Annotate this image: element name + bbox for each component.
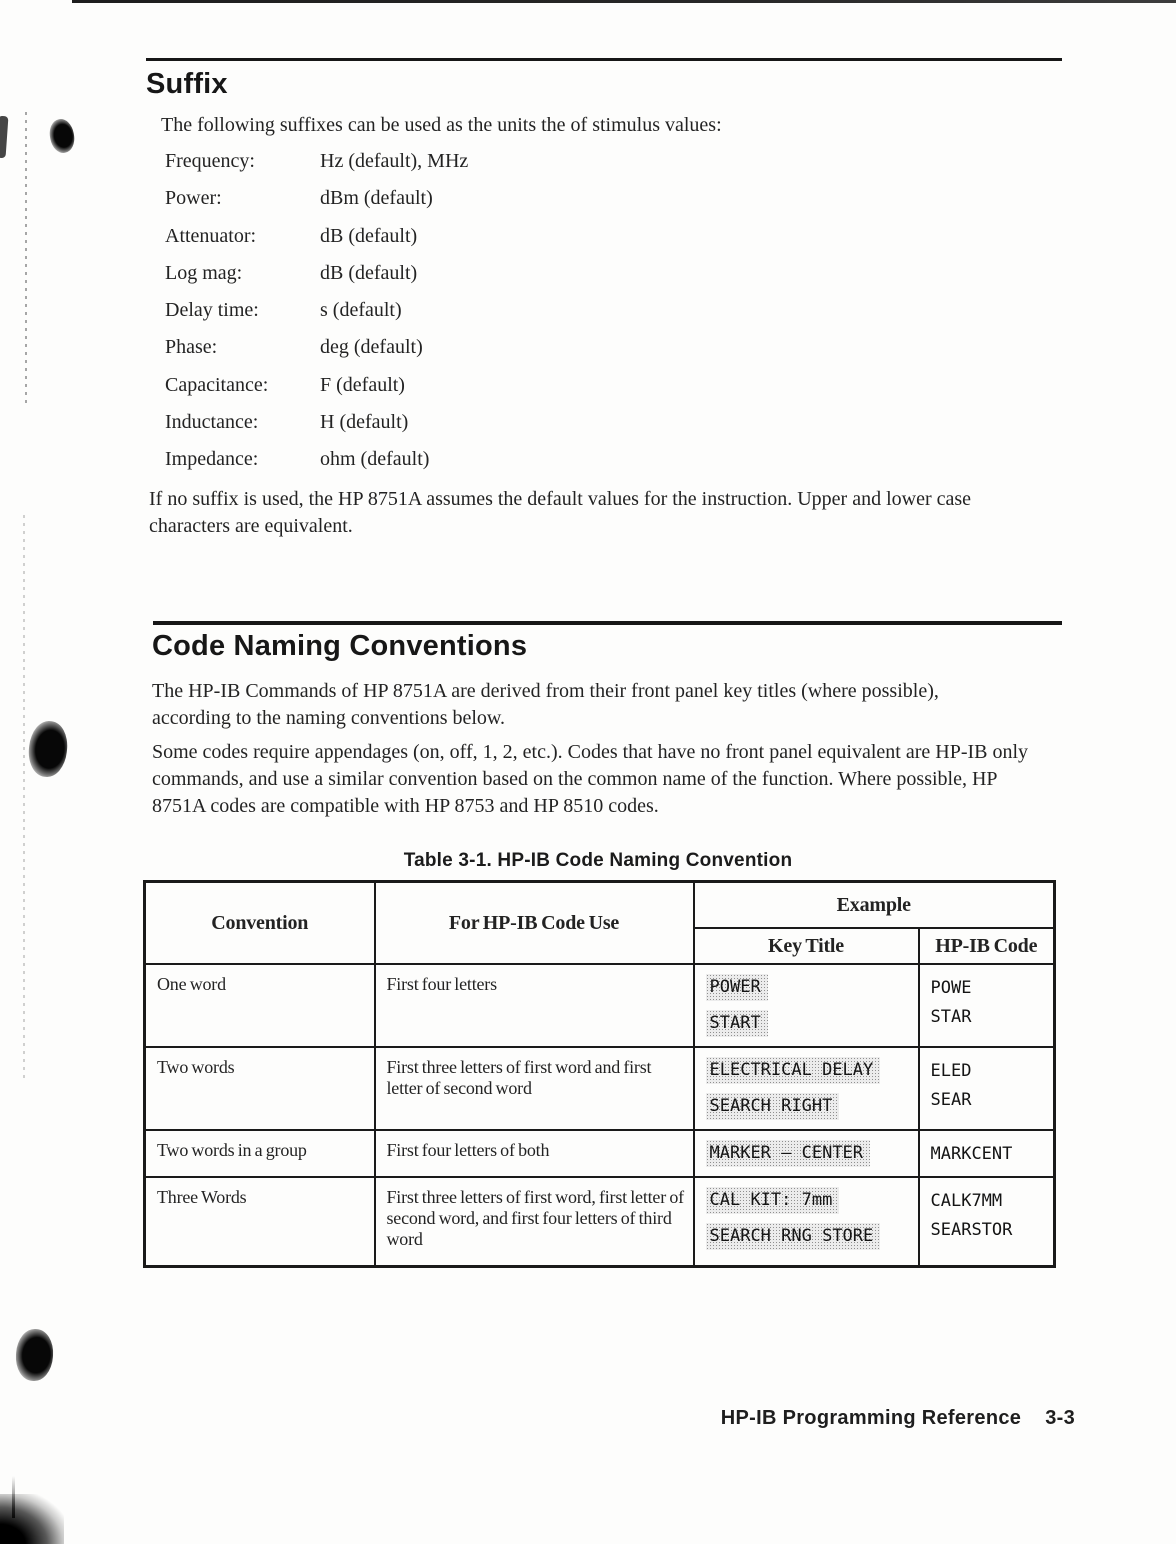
header-convention: Convention xyxy=(145,882,375,965)
table-row xyxy=(145,1130,1055,1177)
section-rule xyxy=(146,58,1062,61)
key-title-chip: POWER xyxy=(706,974,768,1001)
code-line: CALK7MM xyxy=(930,1191,1003,1211)
key-title-chip: START xyxy=(706,1010,768,1037)
dotted-line-artifact xyxy=(25,112,27,406)
suffix-label: Capacitance: xyxy=(165,373,269,396)
table-caption: Table 3-1. HP-IB Code Naming Convention xyxy=(403,850,793,871)
code-naming-table xyxy=(143,880,1056,1268)
page-footer xyxy=(600,1407,1075,1430)
suffix-heading: Suffix xyxy=(146,68,228,100)
header-key-title: Key Title xyxy=(694,928,919,964)
table-row xyxy=(145,964,1055,1047)
naming-para-1: The HP-IB Commands of HP 8751A are derived from their front panel key titles (where possible), according to the naming conventions below. xyxy=(152,680,939,729)
suffix-label: Power: xyxy=(165,187,222,210)
code-line: SEAR xyxy=(930,1090,972,1110)
scan-edge-mark-artifact xyxy=(0,116,8,159)
suffix-value: dBm (default) xyxy=(320,187,433,210)
rule-cell: First three letters of first word, first letter of second word, and first four letters of third word xyxy=(375,1177,694,1267)
key-title-cell xyxy=(694,1130,919,1177)
code-line: SEARSTOR xyxy=(930,1220,1013,1240)
table-header-row xyxy=(145,882,1055,929)
naming-para-2: Some codes require appendages (on, off, 1, 2, etc.). Codes that have no front panel equivalent are HP-IB only commands, and use a similar convention based on the common name of the function. Where possible, HP 8751A codes are compatible with HP 8753 and HP 8510 codes. xyxy=(152,741,1029,817)
key-title-chip: SEARCH RNG STORE xyxy=(706,1223,881,1250)
suffix-entry xyxy=(165,187,765,224)
suffix-value: dB (default) xyxy=(320,261,418,284)
header-code-use: For HP-IB Code Use xyxy=(375,882,694,965)
ink-blob-artifact xyxy=(26,719,70,779)
suffix-value: F (default) xyxy=(320,373,405,396)
rule-cell: First four letters of both xyxy=(375,1130,694,1177)
code-naming-heading: Code Naming Conventions xyxy=(152,630,528,662)
suffix-entry xyxy=(165,374,765,411)
convention-cell: One word xyxy=(145,964,375,1047)
key-title-cell xyxy=(694,1177,919,1267)
suffix-entry xyxy=(165,448,765,485)
suffix-entry xyxy=(165,262,765,299)
code-line: POWE xyxy=(930,978,972,998)
dotted-line-artifact xyxy=(23,515,25,1080)
footer-page-number: 3-3 xyxy=(1045,1407,1075,1429)
suffix-label: Frequency: xyxy=(165,150,255,172)
suffix-value: s (default) xyxy=(320,299,402,322)
key-title-chip: CAL KIT: 7mm xyxy=(706,1187,840,1214)
convention-cell: Two words in a group xyxy=(145,1130,375,1177)
hpib-code-cell xyxy=(919,1177,1055,1267)
suffix-value: ohm (default) xyxy=(320,448,430,471)
header-hpib-code: HP-IB Code xyxy=(919,928,1055,964)
key-title-cell xyxy=(694,964,919,1047)
suffix-entry xyxy=(165,225,765,262)
suffix-label: Attenuator: xyxy=(165,224,257,247)
suffix-entry xyxy=(165,336,765,373)
suffix-intro: The following suffixes can be used as the units the of stimulus values: xyxy=(161,114,722,136)
suffix-value: Hz (default), MHz xyxy=(320,150,469,172)
suffix-label: Inductance: xyxy=(165,411,259,434)
hpib-code-cell xyxy=(919,964,1055,1047)
table-row xyxy=(145,1047,1055,1130)
suffix-entry xyxy=(165,411,765,448)
hpib-code-cell xyxy=(919,1047,1055,1130)
suffix-label: Impedance: xyxy=(165,448,259,471)
suffix-value: H (default) xyxy=(320,411,409,434)
key-title-chip: SEARCH RIGHT xyxy=(706,1093,840,1120)
suffix-value: deg (default) xyxy=(320,336,423,359)
key-title-cell xyxy=(694,1047,919,1130)
table-row xyxy=(145,1177,1055,1267)
suffix-label: Phase: xyxy=(165,336,218,359)
header-example: Example xyxy=(694,882,1055,929)
hpib-code-cell xyxy=(919,1130,1055,1177)
convention-cell: Three Words xyxy=(145,1177,375,1267)
key-title-chip: ELECTRICAL DELAY xyxy=(706,1057,881,1084)
suffix-value: dB (default) xyxy=(320,224,418,247)
section-rule xyxy=(153,621,1062,625)
suffix-entry xyxy=(165,299,765,336)
suffix-entry xyxy=(165,150,765,187)
suffix-list xyxy=(165,150,765,486)
scan-edge-line-artifact xyxy=(72,0,1176,3)
code-line: STAR xyxy=(930,1007,972,1027)
corner-smear-artifact xyxy=(12,1476,15,1518)
ink-blob-artifact xyxy=(14,1328,55,1382)
suffix-label: Log mag: xyxy=(165,261,243,284)
corner-smear-artifact xyxy=(0,1494,64,1544)
convention-cell: Two words xyxy=(145,1047,375,1130)
code-line: MARKCENT xyxy=(930,1144,1013,1164)
key-title-chip: MARKER — CENTER xyxy=(706,1140,871,1167)
suffix-label: Delay time: xyxy=(165,299,259,322)
rule-cell: First three letters of first word and first letter of second word xyxy=(375,1047,694,1130)
code-line: ELED xyxy=(930,1061,972,1081)
footer-label: HP-IB Programming Reference xyxy=(720,1407,1022,1429)
ink-blob-artifact xyxy=(47,117,77,155)
suffix-note: If no suffix is used, the HP 8751A assumes the default values for the instruction. Upper and lower case characters are equivalent. xyxy=(149,488,972,537)
rule-cell: First four letters xyxy=(375,964,694,1047)
